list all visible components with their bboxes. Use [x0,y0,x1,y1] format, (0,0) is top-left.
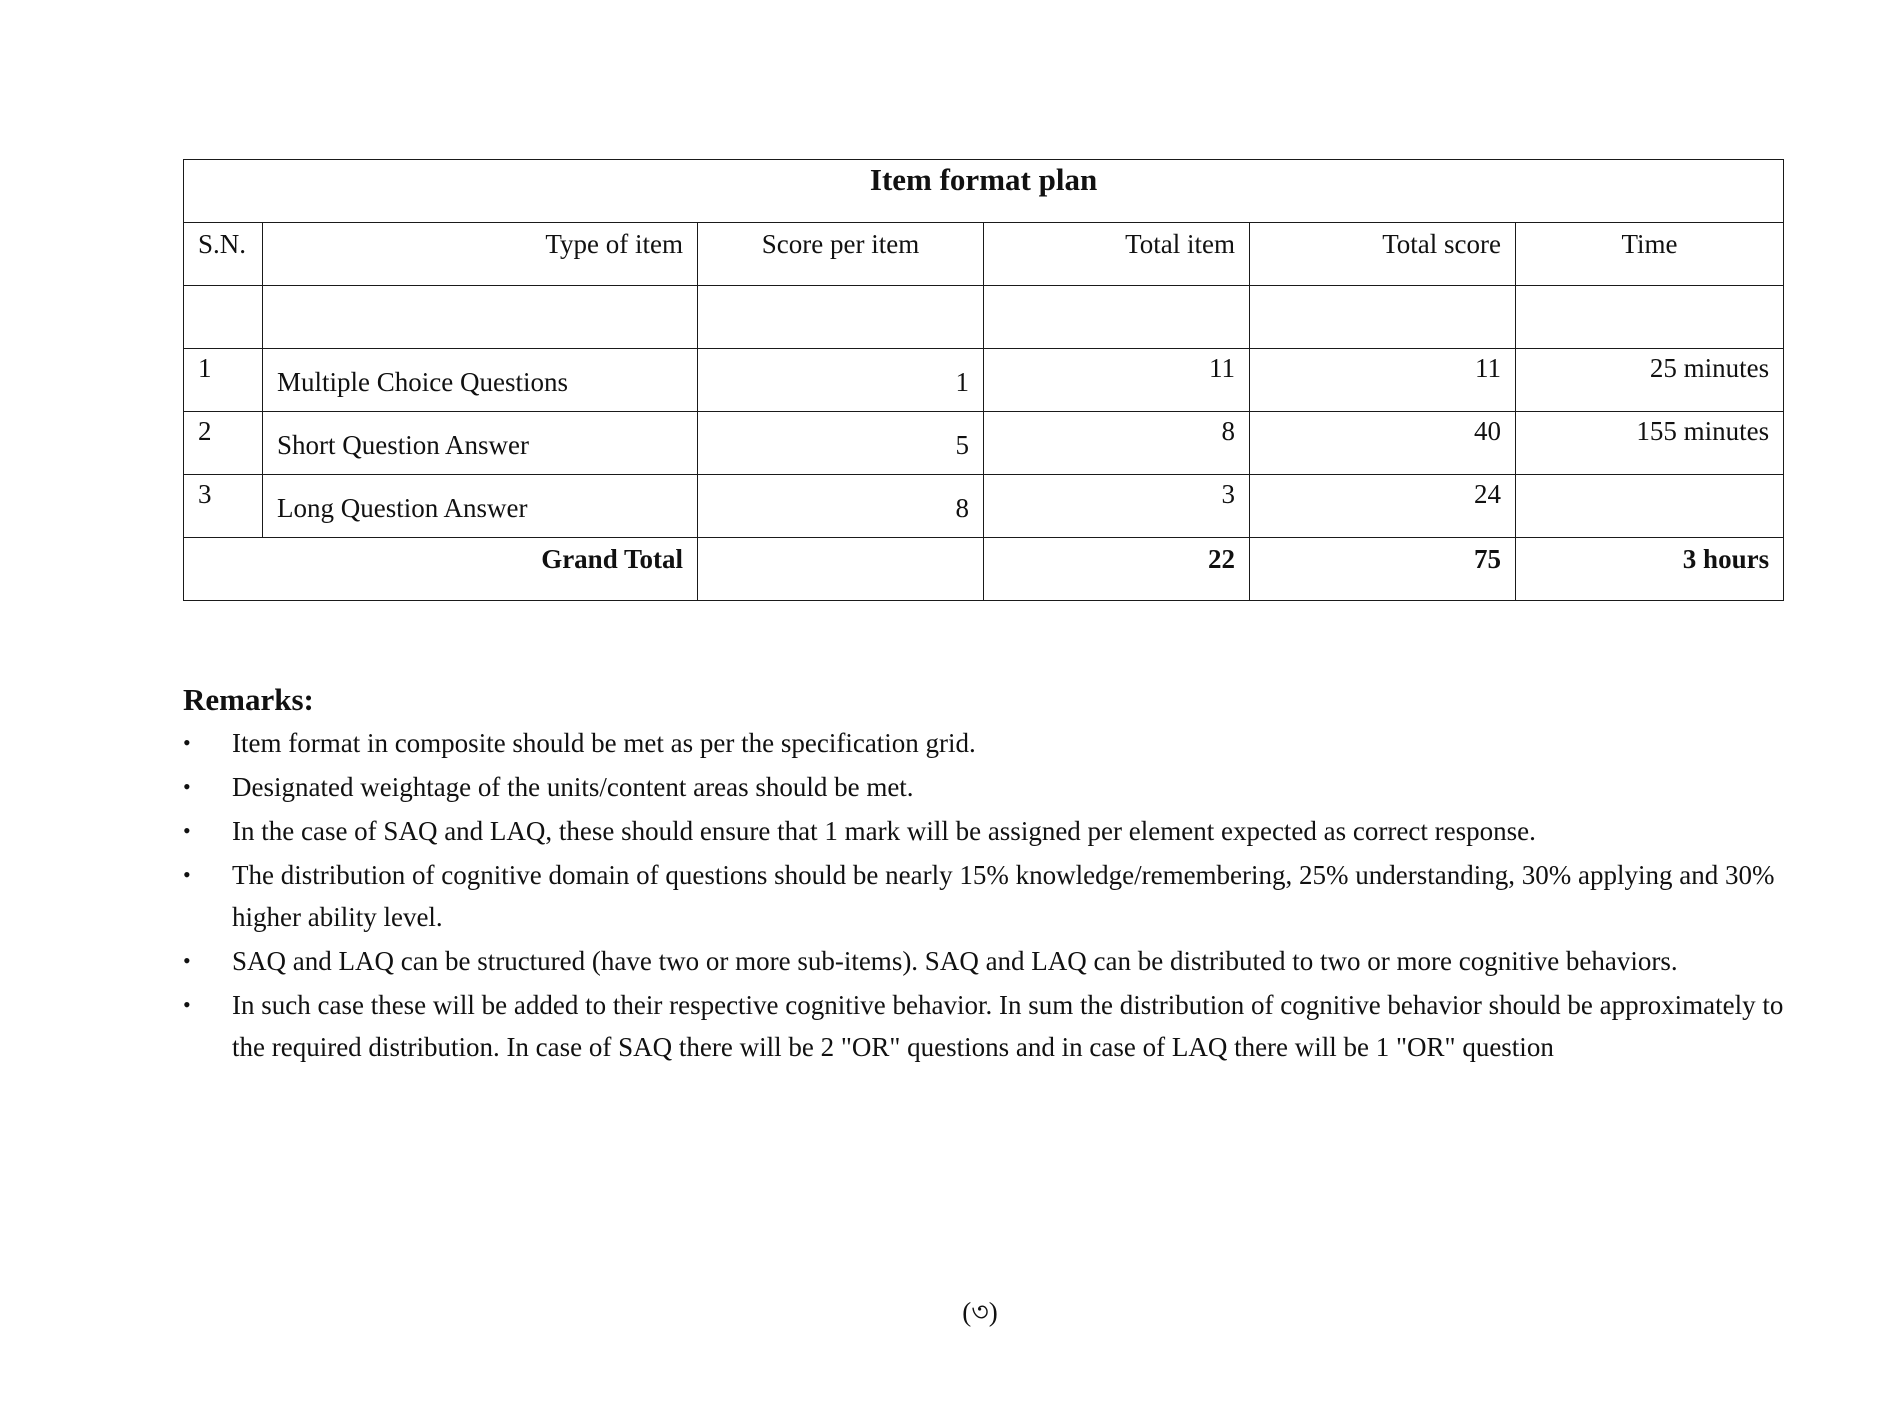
empty-cell [984,286,1250,349]
row-type: Long Question Answer [263,475,698,538]
list-item [183,810,1793,852]
row-type: Short Question Answer [263,412,698,475]
list-item [183,984,1793,1068]
row-score-per-item: 8 [698,475,984,538]
row-sn: 1 [184,349,263,412]
empty-cell [184,286,263,349]
table-title: Item format plan [184,160,1784,223]
header-score-per-item: Score per item [698,223,984,286]
grand-total-score-per-item [698,538,984,601]
remarks-heading: Remarks: [183,682,314,717]
row-score-per-item: 5 [698,412,984,475]
empty-cell [263,286,698,349]
header-time: Time [1516,223,1784,286]
table-title-row [184,160,1784,223]
remark-text: Designated weightage of the units/content areas should be met. [232,772,914,802]
row-time [1516,475,1784,538]
list-item [183,854,1793,938]
list-item [183,766,1793,808]
list-item [183,940,1793,982]
row-total-score: 40 [1250,412,1516,475]
header-type-of-item: Type of item [263,223,698,286]
empty-cell [698,286,984,349]
remarks-list [183,722,1793,1070]
row-sn: 3 [184,475,263,538]
row-total-score: 24 [1250,475,1516,538]
bullet-icon: • [183,818,191,843]
table-row [184,412,1784,475]
grand-total-score: 75 [1250,538,1516,601]
header-sn: S.N. [184,223,263,286]
row-total-item: 11 [984,349,1250,412]
bullet-icon: • [183,862,191,887]
remark-text: The distribution of cognitive domain of questions should be nearly 15% knowledge/remembering, 25% understanding, 30% applying and 30% higher ability level. [232,860,1775,932]
row-sn: 2 [184,412,263,475]
table-row [184,349,1784,412]
remark-text: In such case these will be added to their respective cognitive behavior. In sum the distribution of cognitive behavior should be approximately to the required distribution. In case of SAQ there will be 2 "OR" questions and in case of LAQ there will be 1 "OR" question [232,990,1784,1062]
grand-total-row [184,538,1784,601]
row-time: 25 minutes [1516,349,1784,412]
table-empty-row [184,286,1784,349]
row-type: Multiple Choice Questions [263,349,698,412]
empty-cell [1250,286,1516,349]
remark-text: In the case of SAQ and LAQ, these should ensure that 1 mark will be assigned per element expected as correct response. [232,816,1536,846]
bullet-icon: • [183,730,191,755]
row-total-item: 3 [984,475,1250,538]
table-row [184,475,1784,538]
header-total-item: Total item [984,223,1250,286]
grand-total-time: 3 hours [1516,538,1784,601]
page-number: (৩) [962,1297,998,1327]
row-total-item: 8 [984,412,1250,475]
grand-total-items: 22 [984,538,1250,601]
table-header-row [184,223,1784,286]
list-item [183,722,1793,764]
bullet-icon: • [183,774,191,799]
remark-text: Item format in composite should be met as per the specification grid. [232,728,976,758]
empty-cell [1516,286,1784,349]
header-total-score: Total score [1250,223,1516,286]
remark-text: SAQ and LAQ can be structured (have two or more sub-items). SAQ and LAQ can be distributed to two or more cognitive behaviors. [232,946,1678,976]
bullet-icon: • [183,948,191,973]
row-score-per-item: 1 [698,349,984,412]
row-time: 155 minutes [1516,412,1784,475]
item-format-plan-table [183,159,1784,601]
row-total-score: 11 [1250,349,1516,412]
grand-total-label: Grand Total [184,538,698,601]
bullet-icon: • [183,992,191,1017]
